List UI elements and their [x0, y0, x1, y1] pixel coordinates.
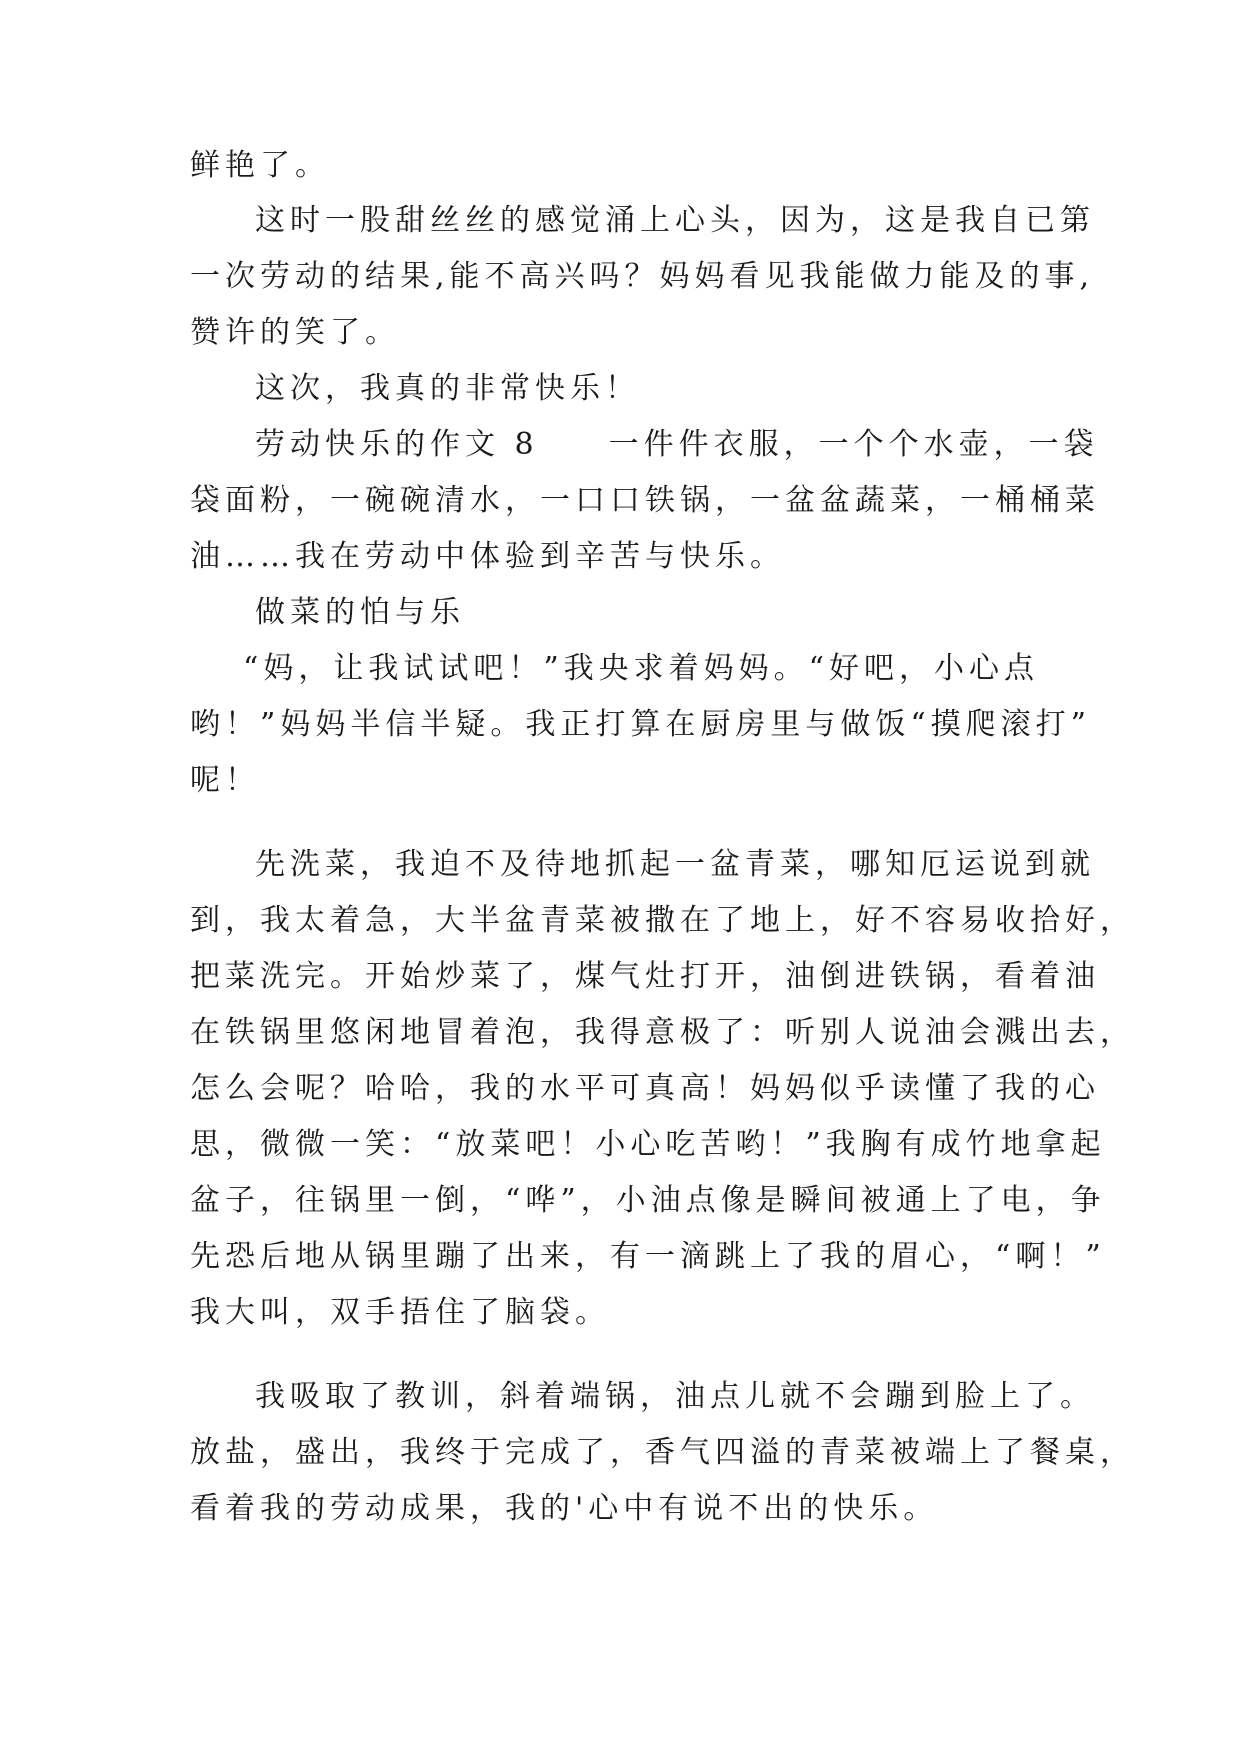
text-line: 在铁锅里悠闲地冒着泡，我得意极了：听别人说油会溅出去，: [190, 1015, 1135, 1050]
text-line: 思，微微一笑：“放菜吧！小心吃苦哟！”我胸有成竹地拿起: [190, 1127, 1106, 1162]
text-line: 这次，我真的非常快乐！: [255, 371, 640, 406]
text-line: 到，我太着急，大半盆青菜被撒在了地上，好不容易收拾好，: [190, 903, 1135, 938]
text-line: “妈，让我试试吧！”我央求着妈妈。“好吧，小心点: [243, 651, 1040, 686]
text-line: 呢！: [190, 763, 260, 798]
text-line: 一次劳动的结果,能不高兴吗？妈妈看见我能做力能及的事,: [190, 259, 1095, 294]
text-line: 先洗菜，我迫不及待地抓起一盆青菜，哪知厄运说到就: [255, 847, 1095, 882]
text-line: 看着我的劳动成果，我的'心中有说不出的快乐。: [190, 1491, 939, 1526]
text-line: 把菜洗完。开始炒菜了，煤气灶打开，油倒进铁锅，看着油: [190, 959, 1100, 994]
text-line: 我大叫，双手捂住了脑袋。: [190, 1295, 610, 1330]
text-line: 这时一股甜丝丝的感觉涌上心头，因为，这是我自已第: [255, 203, 1095, 238]
text-line: 怎么会呢？哈哈，我的水平可真高！妈妈似乎读懂了我的心: [190, 1071, 1100, 1106]
text-line: 盆子，往锅里一倒，“哗”，小油点像是瞬间被通上了电，争: [190, 1183, 1106, 1218]
text-line: 哟！”妈妈半信半疑。我正打算在厨房里与做饭“摸爬滚打”: [190, 707, 1092, 742]
text-line: 赞许的笑了。: [190, 315, 400, 350]
text-line: 我吸取了教训，斜着端锅，油点儿就不会蹦到脸上了。: [255, 1379, 1095, 1414]
text-line: 鲜艳了。: [190, 148, 330, 183]
text-line: 先恐后地从锅里蹦了出来，有一滴跳上了我的眉心，“啊！”: [190, 1239, 1106, 1274]
text-line: 劳动快乐的作文 8 一件件衣服，一个个水壶，一袋: [255, 427, 1099, 462]
text-line: 袋面粉，一碗碗清水，一口口铁锅，一盆盆蔬菜，一桶桶菜: [190, 483, 1100, 518]
text-line: 放盐，盛出，我终于完成了，香气四溢的青菜被端上了餐桌，: [190, 1435, 1135, 1470]
section-heading: 做菜的怕与乐: [255, 595, 465, 630]
text-line: 油……我在劳动中体验到辛苦与快乐。: [190, 539, 785, 574]
